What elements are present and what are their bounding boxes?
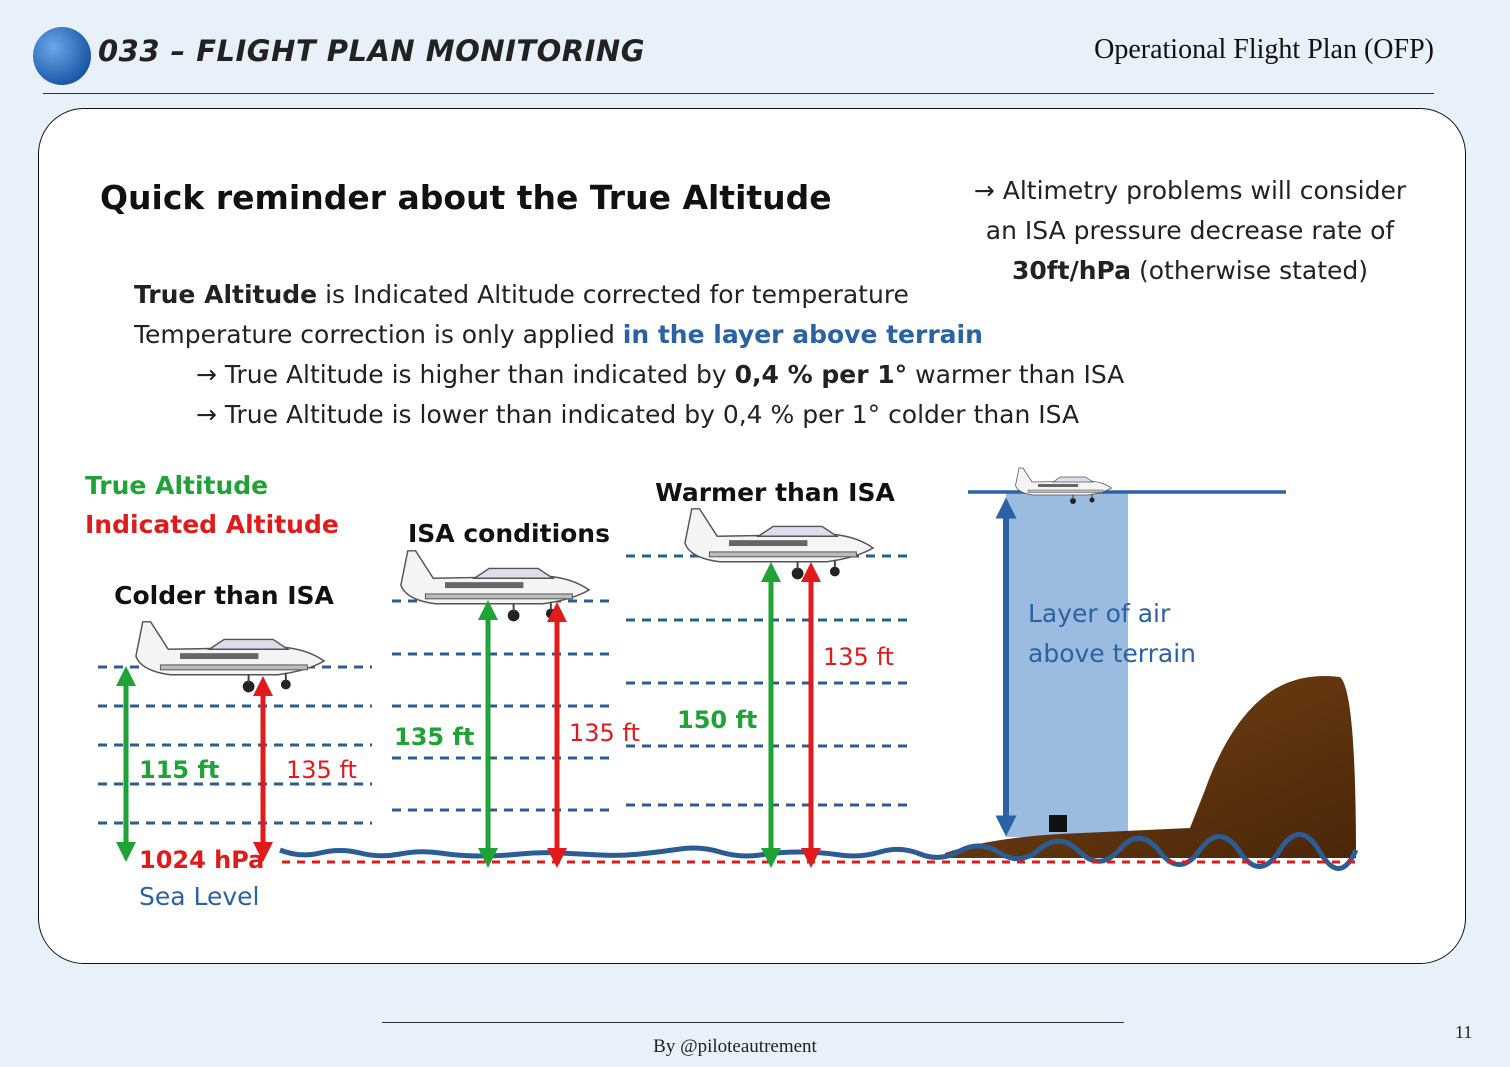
- scenario-isa-label: ISA conditions: [408, 519, 610, 548]
- true-altitude-value: 115 ft: [139, 756, 220, 784]
- footer-credit: By @piloteautrement: [653, 1036, 817, 1057]
- aircraft-icon: [685, 509, 873, 580]
- indicated-altitude-value: 135 ft: [823, 643, 894, 671]
- indicated-altitude-value: 135 ft: [286, 756, 357, 784]
- definition-text: is Indicated Altitude corrected for temperature: [317, 280, 909, 309]
- page-number: 11: [1455, 1022, 1473, 1042]
- indicated-altitude-value: 135 ft: [569, 719, 640, 747]
- correction-text: Temperature correction is only applied: [134, 320, 623, 349]
- true-altitude-value: 150 ft: [677, 706, 758, 734]
- station-building: [1049, 815, 1067, 832]
- scenario-colder-label: Colder than ISA: [114, 581, 334, 610]
- module-title: 033 – FLIGHT PLAN MONITORING: [98, 34, 646, 68]
- note-line-2: an ISA pressure decrease rate of: [985, 216, 1395, 245]
- note-line-1: → Altimetry problems will consider: [973, 176, 1407, 205]
- aircraft-icon: [401, 551, 589, 622]
- scenario-colder: [114, 581, 357, 852]
- note-rate: 30ft/hPa: [1011, 256, 1132, 285]
- bullet-warm-prefix: → True Altitude is higher than indicated by: [196, 360, 735, 389]
- legend-true-altitude: True Altitude: [85, 471, 269, 500]
- sea-level-label: Sea Level: [139, 882, 260, 911]
- scenario-isa: [394, 519, 640, 858]
- note-rate-suffix: (otherwise stated): [1131, 256, 1369, 285]
- scenario-warmer-label: Warmer than ISA: [655, 478, 895, 507]
- panel-title: Quick reminder about the True Altitude: [100, 178, 832, 217]
- aircraft-icon: [136, 622, 324, 693]
- bullet-warm-suffix: warmer than ISA: [907, 360, 1125, 389]
- footer-divider: [382, 1022, 1124, 1023]
- legend-indicated-altitude: Indicated Altitude: [85, 510, 339, 539]
- bullet-cold: → True Altitude is lower than indicated by 0,4 % per 1° colder than ISA: [196, 400, 1080, 429]
- definition-term: True Altitude: [134, 280, 318, 309]
- section-title: Operational Flight Plan (OFP): [1094, 34, 1434, 65]
- air-layer-label-line1: Layer of air: [1028, 599, 1171, 628]
- bullet-warm-rate: 0,4 % per 1°: [734, 360, 908, 389]
- correction-highlight: in the layer above terrain: [622, 320, 983, 349]
- sea-level-pressure: 1024 hPa: [139, 846, 265, 874]
- air-layer-label-line2: above terrain: [1028, 639, 1197, 668]
- true-altitude-value: 135 ft: [394, 723, 475, 751]
- scenario-warmer: [655, 478, 895, 858]
